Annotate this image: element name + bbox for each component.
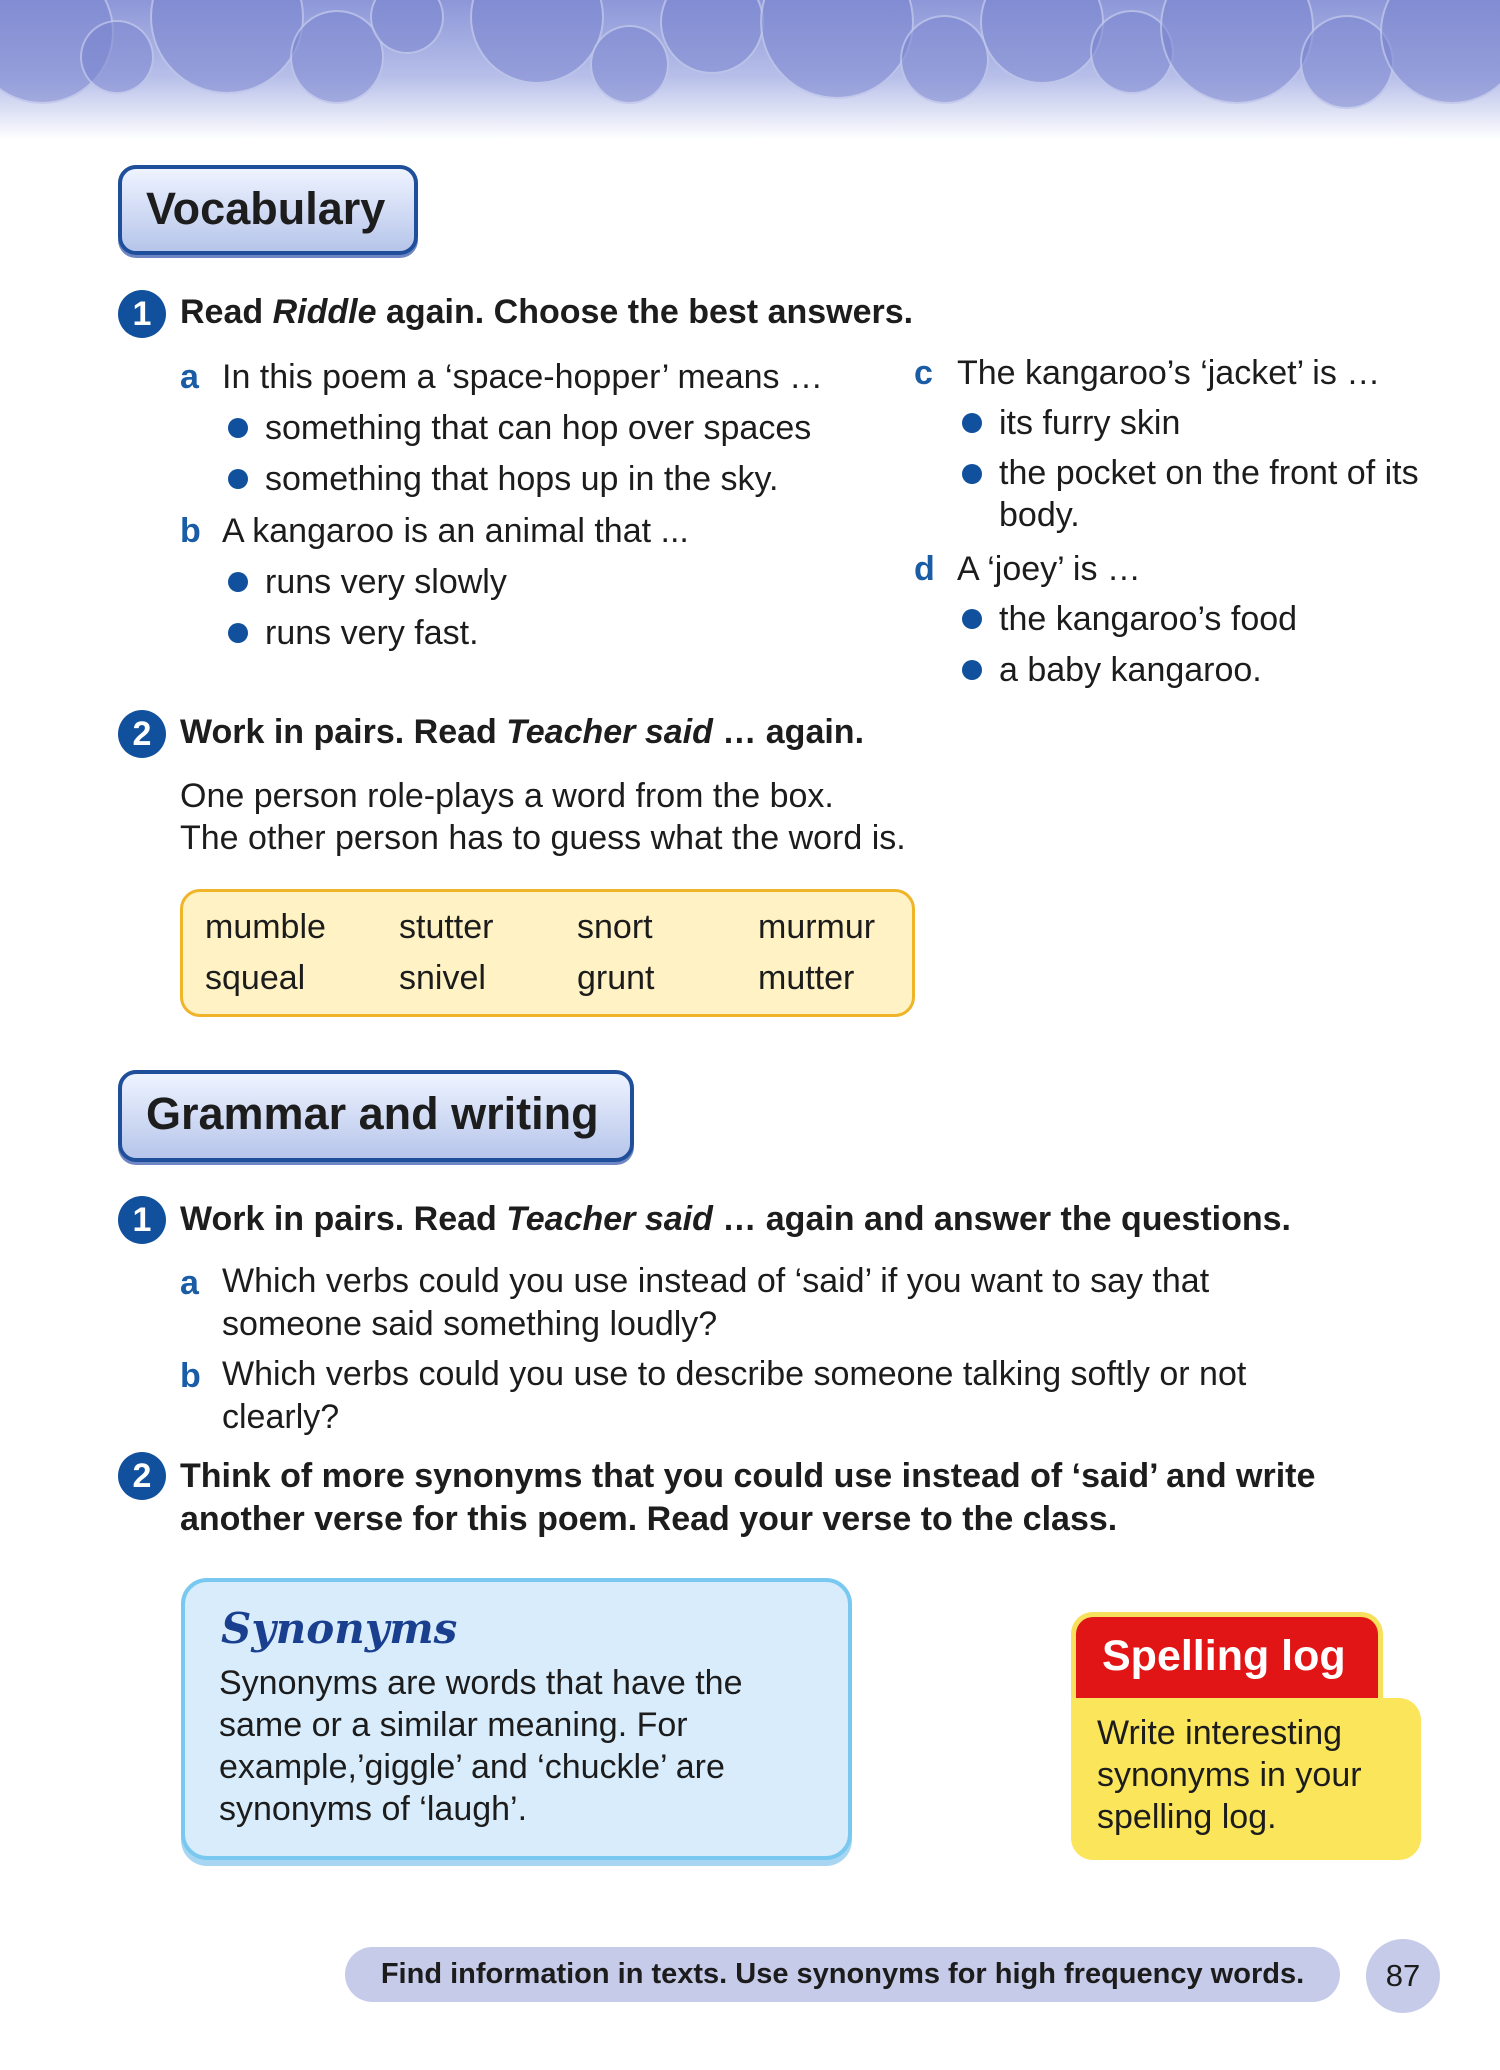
grammar-heading-text: Grammar and writing bbox=[146, 1088, 599, 1139]
bullet bbox=[228, 469, 248, 489]
instruction-line: One person role-plays a word from the box. bbox=[180, 777, 834, 815]
item-stem: A ‘joey’ is … bbox=[957, 550, 1141, 588]
item-text: Which verbs could you use to describe someone talking softly or not clearly? bbox=[222, 1355, 1247, 1436]
bullet bbox=[962, 413, 982, 433]
item-text: Which verbs could you use instead of ‘said’ if you want to say that someone said something loudly? bbox=[222, 1262, 1210, 1343]
word: snivel bbox=[399, 959, 486, 997]
bullet bbox=[228, 418, 248, 438]
page-number: 87 bbox=[1366, 1939, 1440, 2013]
word: murmur bbox=[758, 908, 876, 946]
question-number-1: 1 bbox=[118, 1196, 166, 1244]
option: the kangaroo’s food bbox=[999, 600, 1298, 638]
option: a baby kangaroo. bbox=[999, 651, 1262, 689]
grammar-heading bbox=[118, 1070, 634, 1162]
question-number-2: 2 bbox=[118, 710, 166, 758]
spelling-log-box bbox=[1071, 1698, 1421, 1860]
bullet bbox=[962, 464, 982, 484]
grammar-question-2-instruction: Think of more synonyms that you could use instead of ‘said’ and write another verse for this poem. Read your verse to the class. bbox=[180, 1457, 1316, 1538]
item-letter-a: a bbox=[180, 1264, 199, 1302]
word: mutter bbox=[758, 959, 855, 997]
vocabulary-heading-text: Vocabulary bbox=[146, 183, 386, 234]
question-number-1: 1 bbox=[118, 290, 166, 338]
spelling-log-body: Write interesting synonyms in your spelling log. bbox=[1097, 1714, 1362, 1836]
question-number-2: 2 bbox=[118, 1452, 166, 1500]
option: the pocket on the front of its body. bbox=[999, 454, 1419, 534]
option: runs very fast. bbox=[265, 614, 479, 652]
grammar-question-1-instruction: Work in pairs. Read Teacher said … again and answer the questions. bbox=[180, 1200, 1291, 1238]
spelling-log-title: Spelling log bbox=[1071, 1612, 1383, 1699]
item-stem: The kangaroo’s ‘jacket’ is … bbox=[957, 354, 1381, 392]
synonyms-title: Synonyms bbox=[221, 1604, 458, 1653]
option: its furry skin bbox=[999, 404, 1181, 442]
option: runs very slowly bbox=[265, 563, 507, 601]
synonyms-box bbox=[181, 1578, 852, 1860]
bullet bbox=[962, 609, 982, 629]
bullet bbox=[962, 660, 982, 680]
instruction-line: The other person has to guess what the word is. bbox=[180, 819, 906, 857]
item-letter-b: b bbox=[180, 1357, 201, 1395]
word: grunt bbox=[577, 959, 655, 997]
word: stutter bbox=[399, 908, 494, 946]
vocab-question-1-instruction: Read Riddle again. Choose the best answers. bbox=[180, 293, 914, 331]
option: something that hops up in the sky. bbox=[265, 460, 779, 498]
option: something that can hop over spaces bbox=[265, 409, 812, 447]
item-letter-d: d bbox=[914, 550, 935, 588]
word: mumble bbox=[205, 908, 326, 946]
item-letter-a: a bbox=[180, 358, 199, 396]
learning-objective: Find information in texts. Use synonyms for high frequency words. bbox=[345, 1947, 1340, 2002]
item-stem: A kangaroo is an animal that ... bbox=[222, 512, 689, 550]
vocab-question-2-instruction: Work in pairs. Read Teacher said … again. bbox=[180, 713, 865, 751]
word: snort bbox=[577, 908, 653, 946]
word-box bbox=[180, 889, 915, 1017]
item-letter-b: b bbox=[180, 512, 201, 550]
bullet bbox=[228, 572, 248, 592]
bullet bbox=[228, 623, 248, 643]
item-stem: In this poem a ‘space-hopper’ means … bbox=[222, 358, 823, 396]
word: squeal bbox=[205, 959, 306, 997]
synonyms-body: Synonyms are words that have the same or a similar meaning. For example,’giggle’ and ‘chuckle’ are synonyms of ‘laugh’. bbox=[219, 1664, 743, 1828]
item-letter-c: c bbox=[914, 354, 933, 392]
top-banner bbox=[0, 0, 1500, 140]
vocabulary-heading bbox=[118, 165, 418, 255]
